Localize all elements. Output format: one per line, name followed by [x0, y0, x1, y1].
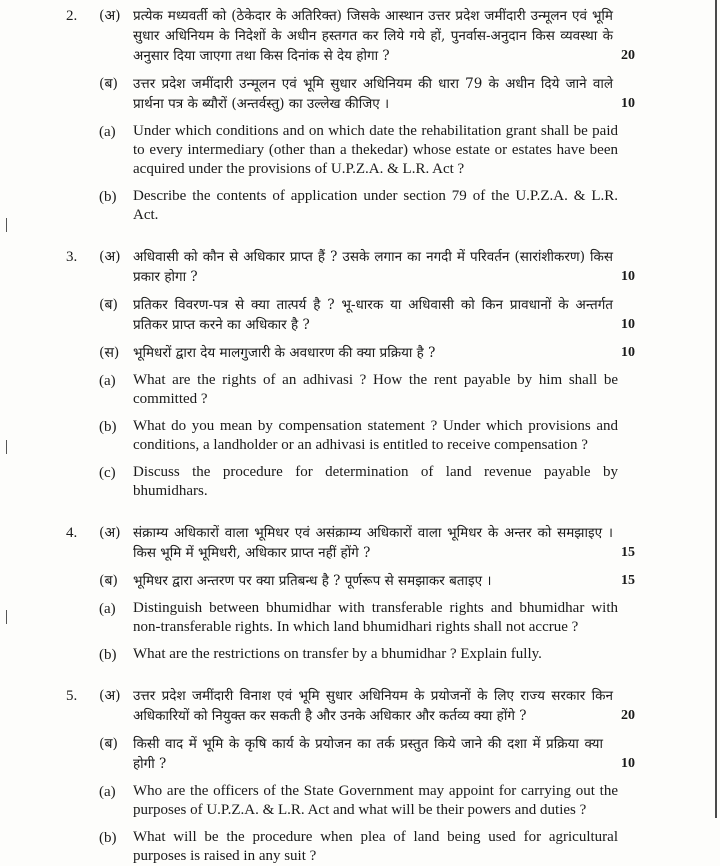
part-label: (a) — [99, 601, 116, 617]
question-part — [0, 599, 712, 637]
part-label: (b) — [99, 830, 117, 846]
part-text: भूमिधरों द्वारा देय मालगुजारी के अवधारण की क्या प्रक्रिया है ? — [133, 345, 436, 361]
part-text: अधिवासी को कौन से अधिकार प्राप्त हैं ? उसके लगान का नगदी में परिवर्तन (सारांशीकरण) किस प्रकार होगा ? — [133, 249, 613, 285]
question-4 — [0, 523, 712, 664]
marks: 10 — [621, 317, 635, 332]
part-text: उत्तर प्रदेश जमींदारी उन्मूलन एवं भूमि सुधार अधिनियम की धारा 79 के अधीन दिये जाने वाले प्रार्थना पत्र के ब्यौरों (अन्तर्वस्तु) का उल्लेख कीजिए । — [133, 76, 613, 112]
question-part — [0, 686, 712, 726]
part-label: (ब) — [99, 76, 118, 92]
part-label: (ब) — [99, 573, 118, 589]
part-label: (a) — [99, 784, 116, 800]
part-text: What are the rights of an adhivasi ? How the rent payable by him shall be committed ? — [133, 372, 618, 407]
part-text: Describe the contents of application under section 79 of the U.P.Z.A. & L.R. Act. — [133, 188, 618, 223]
question-2 — [0, 6, 712, 225]
part-label: (a) — [99, 373, 116, 389]
part-text: भूमिधर द्वारा अन्तरण पर क्या प्रतिबन्ध है ? पूर्णरूप से समझाकर बताइए । — [133, 573, 492, 589]
part-text: Who are the officers of the State Government may appoint for carrying out the purposes of U.P.Z.A. & L.R. Act and what will be their powers and duties ? — [133, 783, 618, 818]
question-3 — [0, 247, 712, 501]
question-part — [0, 295, 712, 335]
question-part — [0, 417, 712, 455]
question-paper — [0, 6, 712, 866]
part-label: (b) — [99, 647, 117, 663]
page-edge — [715, 0, 717, 818]
part-text: Discuss the procedure for determination of land revenue payable by bhumidhars. — [133, 464, 618, 499]
part-label: (a) — [99, 124, 116, 140]
part-label: (अ) — [99, 688, 121, 704]
question-number: 5. — [66, 688, 78, 704]
question-part — [0, 463, 712, 501]
part-label: (ब) — [99, 297, 118, 313]
part-text: Distinguish between bhumidhar with transferable rights and bhumidhar with non-transferable rights. In which land bhumidhari rights shall not accrue ? — [133, 600, 618, 635]
part-text: What do you mean by compensation statement ? Under which provisions and conditions, a landholder or an adhivasi is entitled to receive compensation ? — [133, 418, 618, 453]
question-number: 2. — [66, 8, 78, 24]
part-label: (अ) — [99, 525, 121, 541]
marks: 15 — [621, 573, 635, 588]
question-part — [0, 74, 712, 114]
question-5 — [0, 686, 712, 866]
part-text: संक्राम्य अधिकारों वाला भूमिधर एवं असंक्राम्य अधिकारों वाला भूमिधर के अन्तर को समझाइए । किस भूमि में भूमिधरी, अधिकार प्राप्त नहीं होंगे ? — [133, 525, 613, 561]
part-label: (अ) — [99, 249, 121, 265]
question-part — [0, 523, 712, 563]
part-label: (c) — [99, 465, 116, 481]
part-label: (स) — [99, 345, 120, 361]
marks: 10 — [621, 345, 635, 360]
part-text: किसी वाद में भूमि के कृषि कार्य के प्रयोजन का तर्क प्रस्तुत किये जाने की दशा में प्रक्रिया क्या होगी ? — [133, 736, 603, 772]
marks: 10 — [621, 756, 635, 771]
marks: 10 — [621, 96, 635, 111]
question-part — [0, 122, 712, 179]
question-part — [0, 734, 712, 774]
part-text: प्रत्येक मध्यवर्ती को (ठेकेदार के अतिरिक्त) जिसके आस्थान उत्तर प्रदेश जमींदारी उन्मूलन एवं भूमि सुधार अधिनियम के निदेशों के अधीन हस्तगत कर लिये गये हों, पुनर्वास-अनुदान किस व्यवस्था के अनुसार दिया जाएगा तथा किस दिनांक से देय होगा ? — [133, 8, 613, 64]
question-part — [0, 571, 712, 591]
marks: 15 — [621, 545, 635, 560]
marks: 20 — [621, 708, 635, 723]
part-text: प्रतिकर विवरण-पत्र से क्या तात्पर्य है ? भू-धारक या अधिवासी को किन प्रावधानों के अन्तर्गत प्रतिकर प्राप्त करने का अधिकार है ? — [133, 297, 613, 333]
part-text: Under which conditions and on which date the rehabilitation grant shall be paid to every intermediary (other than a thekedar) whose estate or estates have been acquired under the provisions of U.P.Z.A. & L.R. Act ? — [133, 123, 618, 177]
question-number: 3. — [66, 249, 78, 265]
part-label: (b) — [99, 189, 117, 205]
part-label: (अ) — [99, 8, 121, 24]
question-part — [0, 828, 712, 866]
marks: 10 — [621, 269, 635, 284]
question-number: 4. — [66, 525, 78, 541]
part-text: उत्तर प्रदेश जमींदारी विनाश एवं भूमि सुधार अधिनियम के प्रयोजनों के लिए राज्य सरकार किन अधिकारियों को नियुक्त कर सकती है और उनके अधिकार और कर्तव्य क्या होंगे ? — [133, 688, 613, 724]
question-part — [0, 343, 712, 363]
part-text: What will be the procedure when plea of land being used for agricultural purposes is raised in any suit ? — [133, 829, 618, 864]
part-label: (ब) — [99, 736, 118, 752]
question-part — [0, 247, 712, 287]
question-part — [0, 371, 712, 409]
part-text: What are the restrictions on transfer by a bhumidhar ? Explain fully. — [133, 646, 542, 662]
question-part — [0, 645, 712, 664]
part-label: (b) — [99, 419, 117, 435]
question-part — [0, 187, 712, 225]
marks: 20 — [621, 48, 635, 63]
question-part — [0, 6, 712, 66]
question-part — [0, 782, 712, 820]
